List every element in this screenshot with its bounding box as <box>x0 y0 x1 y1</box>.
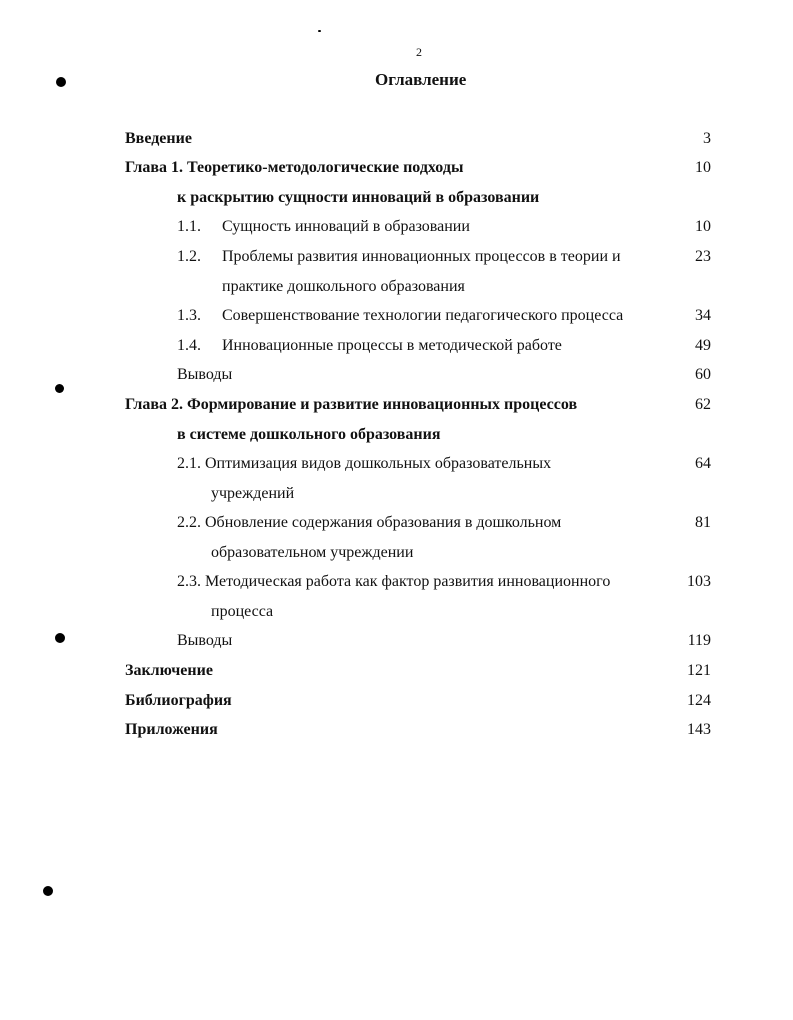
toc-chapter-2-cont: в системе дошкольного образования <box>177 426 441 443</box>
toc-section-1-3: Совершенствование технологии педагогического процесса <box>222 307 624 324</box>
toc-entry-conclusion: Заключение <box>125 662 213 679</box>
toc-section-num: 1.2. <box>177 248 201 265</box>
toc-section-1-2: Проблемы развития инновационных процессов в теории и <box>222 248 621 265</box>
toc-section-2-3-cont: процесса <box>211 603 274 620</box>
toc-entry-appendices: Приложения <box>125 721 218 738</box>
toc-section-2-1-cont: учреждений <box>211 485 295 502</box>
toc-section-1-1: Сущность инноваций в образовании <box>222 218 470 235</box>
scan-hole-mark <box>55 384 64 393</box>
toc-section-num: 1.3. <box>177 307 201 324</box>
page-number: 2 <box>416 45 422 59</box>
toc-entry-bibliography: Библиография <box>125 692 232 709</box>
toc-page-conclusions-2: 119 <box>687 632 711 649</box>
toc-page-chapter-2: 62 <box>695 396 711 413</box>
scan-hole-mark <box>55 633 65 643</box>
toc-page-conclusion: 121 <box>687 662 711 679</box>
toc-page-1-4: 49 <box>695 337 711 354</box>
toc-chapter-1: Глава 1. Теоретико-методологические подходы <box>125 159 464 176</box>
page-title: Оглавление <box>375 70 467 89</box>
toc-page-1-3: 34 <box>695 307 711 324</box>
toc-page-2-2: 81 <box>695 514 711 531</box>
toc-page-bibliography: 124 <box>687 692 711 709</box>
toc-conclusions-2: Выводы <box>177 632 233 649</box>
toc-section-1-4: Инновационные процессы в методической работе <box>222 337 562 354</box>
toc-chapter-2: Глава 2. Формирование и развитие инновационных процессов <box>125 396 578 413</box>
toc-page-chapter-1: 10 <box>695 159 711 176</box>
toc-section-2-2-cont: образовательном учреждении <box>211 544 414 561</box>
toc-page-conclusions-1: 60 <box>695 366 711 383</box>
toc-page-1-1: 10 <box>695 218 711 235</box>
toc-section-2-3: 2.3. Методическая работа как фактор развития инновационного <box>177 573 611 590</box>
toc-chapter-1-cont: к раскрытию сущности инноваций в образовании <box>177 189 540 206</box>
toc-section-1-2-cont: практике дошкольного образования <box>222 278 465 295</box>
toc-conclusions-1: Выводы <box>177 366 233 383</box>
toc-page-intro: 3 <box>703 130 711 147</box>
toc-entry-intro: Введение <box>125 130 192 147</box>
toc-page-2-3: 103 <box>687 573 711 590</box>
scan-hole-mark <box>43 886 53 896</box>
toc-page-1-2: 23 <box>695 248 711 265</box>
toc-page-appendices: 143 <box>687 721 711 738</box>
scan-speck <box>318 30 321 32</box>
toc-section-num: 1.1. <box>177 218 201 235</box>
scan-hole-mark <box>56 77 66 87</box>
toc-page-2-1: 64 <box>695 455 711 472</box>
toc-section-2-2: 2.2. Обновление содержания образования в дошкольном <box>177 514 562 531</box>
toc-section-num: 1.4. <box>177 337 201 354</box>
toc-section-2-1: 2.1. Оптимизация видов дошкольных образовательных <box>177 455 552 472</box>
